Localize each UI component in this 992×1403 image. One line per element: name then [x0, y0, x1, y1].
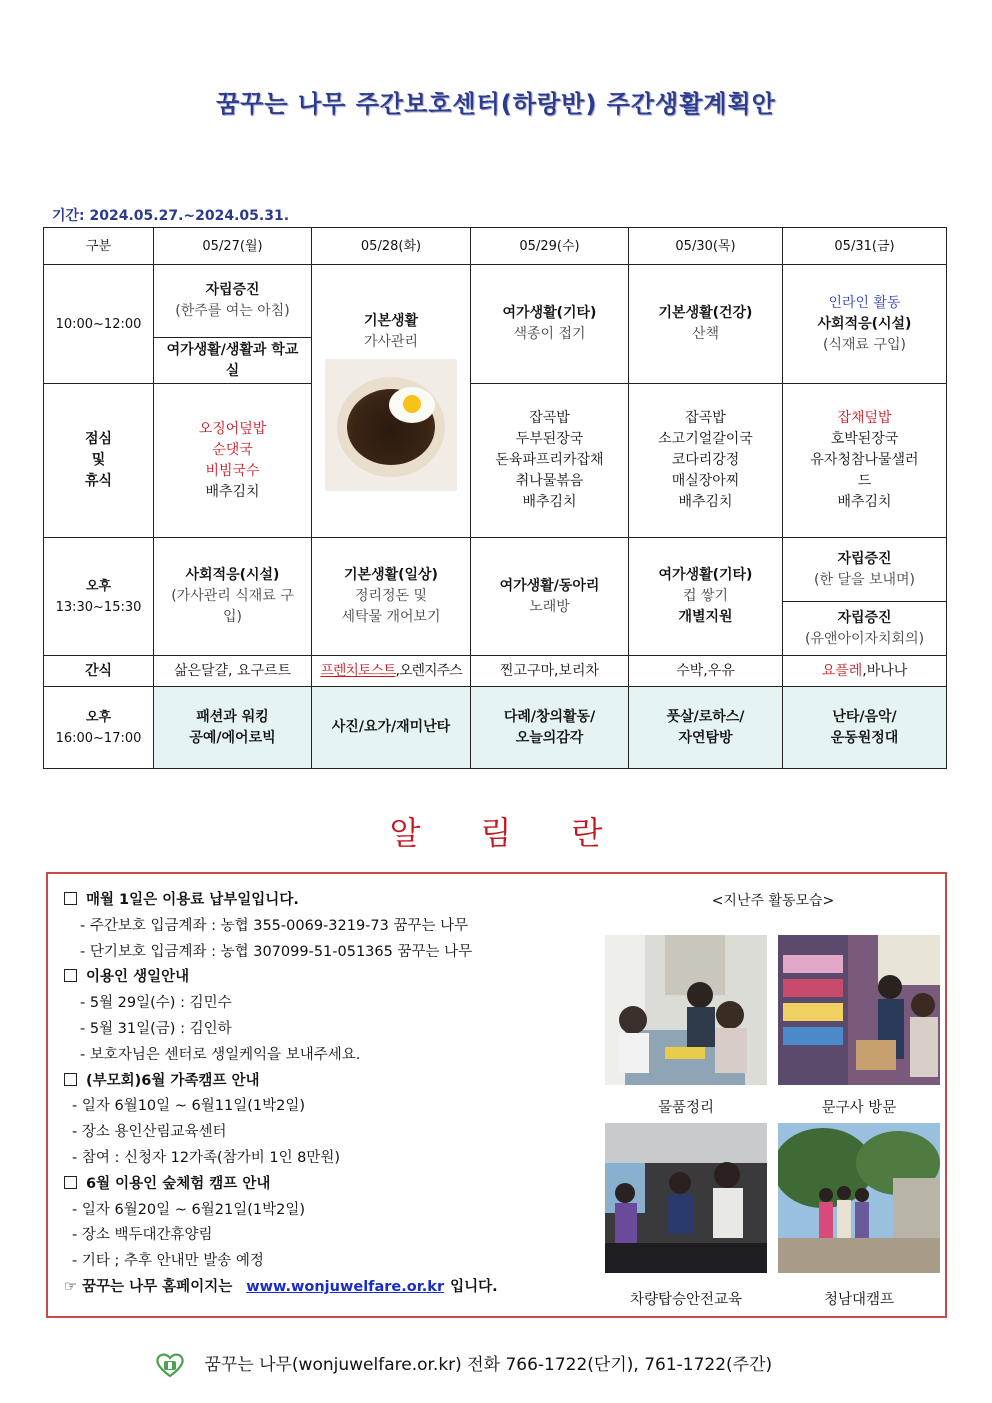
tue-afternoon-title: 기본생활(일상)	[344, 567, 438, 583]
fri-snack	[783, 656, 947, 687]
late-line: 사진/요가/재미난타	[331, 719, 451, 735]
header-mon: 05/27(월)	[154, 228, 312, 265]
checkbox-square-icon	[64, 1176, 77, 1189]
photo-vehicle-safety	[605, 1123, 767, 1273]
photo-caption: 물품정리	[657, 1100, 715, 1116]
notice-text: - 기타 ; 추후 안내만 발송 예정	[72, 1253, 264, 1270]
thu-afternoon	[629, 538, 783, 656]
late-time: 16:00~17:00	[55, 730, 142, 746]
thu-morning-title: 기본생활(건강)	[658, 305, 753, 321]
menu-item: 드	[857, 473, 872, 489]
late-line: 난타/음악/	[832, 708, 897, 725]
menu-item: 유자청참나물샐러	[810, 452, 919, 468]
notice-item	[64, 1146, 624, 1172]
menu-item: 잡채덮밥	[837, 410, 892, 426]
late-line: 다례/창의활동/	[503, 708, 596, 725]
menu-item: 두부된장국	[515, 431, 584, 447]
fri-morning	[783, 265, 947, 384]
homepage-link[interactable]: www.wonjuwelfare.or.kr	[246, 1278, 445, 1295]
tue-afternoon-desc-2: 세탁물 개어보기	[341, 609, 441, 625]
afternoon-label	[44, 538, 154, 656]
table-row-afternoon	[44, 538, 947, 602]
menu-item: 오징어덮밥	[198, 420, 267, 437]
notice-text: - 단기보호 입금계좌 : 농협 307099-51-051365 꿈꾸는 나무	[80, 943, 473, 960]
homepage-suffix: 입니다.	[450, 1278, 498, 1295]
notice-item	[64, 1120, 624, 1146]
notice-item	[64, 1017, 624, 1043]
menu-item: 잡곡밥	[529, 410, 570, 426]
homepage-line	[64, 1275, 624, 1301]
header-category: 구분	[44, 228, 154, 265]
photo-caption: 문구사 방문	[821, 1100, 897, 1116]
menu-item: 소고기얼갈이국	[658, 431, 753, 447]
thu-late	[629, 687, 783, 769]
afternoon-time: 13:30~15:30	[55, 599, 142, 615]
fri-snack-rest: ,바나나	[862, 662, 908, 679]
wed-afternoon	[471, 538, 629, 656]
notice-text: - 5월 29일(수) : 김민수	[80, 995, 232, 1012]
notice-text: 6월 이용인 숲체험 캠프 안내	[86, 1175, 271, 1192]
fri-lunch	[783, 384, 947, 538]
notice-item	[64, 991, 624, 1017]
fri-morning-online: 인라인 활동	[828, 294, 901, 311]
fri-afternoon-a-desc: (한 달을 보내며)	[814, 571, 915, 588]
notice-text: - 장소 백두대간휴양림	[72, 1227, 213, 1244]
late-label-text: 오후	[85, 709, 112, 725]
wed-morning	[471, 265, 629, 384]
menu-item: 배추김치	[522, 494, 577, 510]
menu-item: 코다리강정	[671, 452, 740, 468]
notice-item	[64, 1223, 624, 1249]
notice-text: - 일자 6월20일 ~ 6월21일(1박2일)	[72, 1201, 305, 1218]
late-line: 풋살/로하스/	[666, 708, 745, 725]
notice-text: - 장소 용인산림교육센터	[72, 1124, 227, 1141]
mon-afternoon-desc: (가사관리 식재료 구입)	[171, 588, 294, 625]
lunch-label-3: 휴식	[84, 473, 113, 489]
menu-item: 순댓국	[212, 441, 253, 458]
notice-item	[64, 1043, 624, 1069]
notice-box	[46, 872, 947, 1318]
late-line: 공예/에어로빅	[189, 729, 276, 746]
thu-afternoon-extra: 개별지원	[678, 609, 733, 625]
notice-text: - 주간보호 입금계좌 : 농협 355-0069-3219-73 꿈꾸는 나무	[80, 917, 469, 934]
mon-morning-b: 여가생활/생활과 학교실	[154, 338, 312, 384]
notice-heading	[64, 888, 624, 914]
fri-afternoon-b-title: 자립증진	[837, 609, 892, 626]
lunch-label-2: 및	[91, 452, 106, 468]
notice-heading	[64, 1069, 624, 1095]
thu-morning	[629, 265, 783, 384]
notice-item	[64, 1198, 624, 1224]
fri-afternoon-b	[783, 602, 947, 656]
thu-afternoon-title: 여가생활(기타)	[658, 567, 753, 583]
late-line: 패션과 워킹	[196, 708, 269, 725]
menu-item: 호박된장국	[830, 431, 899, 447]
fri-morning-desc: (식재료 구입)	[823, 336, 906, 353]
menu-item: 돈육파프리카잡채	[495, 452, 604, 468]
tue-snack-red: 프렌치토스트	[320, 662, 396, 679]
tue-afternoon	[312, 538, 471, 656]
notice-item	[64, 1094, 624, 1120]
fri-late	[783, 687, 947, 769]
late-line: 오늘의감각	[515, 729, 584, 746]
notice-item	[64, 940, 624, 966]
photos-caption: <지난주 활동모습>	[711, 893, 835, 909]
notice-item	[64, 914, 624, 940]
snack-label: 간식	[44, 656, 154, 687]
footer-text: 꿈꾸는 나무(wonjuwelfare.or.kr) 전화 766-1722(단기), 761-1722(주간)	[204, 1355, 773, 1375]
thu-morning-desc: 산책	[691, 326, 720, 342]
table-row-late	[44, 687, 947, 769]
thu-snack: 수박,우유	[629, 656, 783, 687]
mon-late	[154, 687, 312, 769]
late-line: 운동원정대	[830, 729, 899, 746]
header-thu: 05/30(목)	[629, 228, 783, 265]
fri-afternoon-a-title: 자립증진	[837, 550, 892, 567]
tue-late	[312, 687, 471, 769]
menu-item: 배추김치	[678, 494, 733, 510]
notice-lines	[64, 888, 624, 1301]
fri-afternoon-b-desc: (유앤아이자치회의)	[804, 630, 925, 647]
table-row-morning	[44, 265, 947, 338]
menu-item: 배추김치	[837, 494, 892, 510]
checkbox-square-icon	[64, 969, 77, 982]
wed-afternoon-desc: 노래방	[529, 598, 570, 615]
wed-late	[471, 687, 629, 769]
late-label	[44, 687, 154, 769]
mon-morning-a-title: 자립증진	[205, 282, 260, 298]
wed-morning-title: 여가생활(기타)	[502, 305, 597, 321]
menu-item: 취나물볶음	[515, 473, 584, 489]
menu-item: 잡곡밥	[685, 410, 726, 426]
weekly-schedule-table	[43, 227, 947, 769]
tue-afternoon-desc-1: 정리정돈 및	[354, 588, 428, 604]
fri-afternoon-a	[783, 538, 947, 602]
notice-text: 이용인 생일안내	[86, 969, 190, 986]
mon-afternoon	[154, 538, 312, 656]
photo-camp	[778, 1123, 940, 1273]
fri-morning-title: 사회적응(시설)	[817, 315, 912, 332]
lunch-label-1: 점심	[84, 431, 113, 447]
notice-text: (부모회)6월 가족캠프 안내	[86, 1072, 260, 1089]
photo-stationery	[778, 935, 940, 1085]
notice-text: - 일자 6월10일 ~ 6월11일(1박2일)	[72, 1098, 305, 1115]
photo-caption: 청남대캠프	[823, 1292, 895, 1308]
notice-text: - 보호자님은 센터로 생일케익을 보내주세요.	[80, 1046, 361, 1063]
mon-afternoon-title: 사회적응(시설)	[185, 567, 280, 583]
morning-time: 10:00~12:00	[44, 265, 154, 384]
notice-heading	[64, 1172, 624, 1198]
homepage-prefix: ☞ 꿈꾸는 나무 홈페이지는	[64, 1278, 233, 1295]
late-line: 자연탐방	[678, 729, 733, 746]
notice-item	[64, 1249, 624, 1275]
thu-lunch	[629, 384, 783, 538]
checkbox-square-icon	[64, 1073, 77, 1086]
tue-snack-rest: ,오렌지주스	[395, 662, 462, 679]
wed-morning-desc: 색종이 접기	[513, 326, 586, 342]
notice-title: 알림란	[389, 814, 663, 852]
footer	[155, 1350, 772, 1378]
wed-afternoon-title: 여가생활/동아리	[499, 577, 600, 594]
thu-afternoon-desc: 컵 쌓기	[682, 588, 729, 604]
mon-morning-a-desc: (한주를 여는 아침)	[175, 303, 290, 319]
wed-snack: 찐고구마,보리차	[471, 656, 629, 687]
tue-morning-lunch	[312, 265, 471, 538]
header-tue: 05/28(화)	[312, 228, 471, 265]
period-label: 기간: 2024.05.27.~2024.05.31.	[52, 208, 290, 224]
mon-morning-a	[154, 265, 312, 338]
photo-organizing	[605, 935, 767, 1085]
header-wed: 05/29(수)	[471, 228, 629, 265]
table-row-lunch	[44, 384, 947, 538]
menu-item: 비빔국수	[205, 462, 260, 479]
table-row-snack	[44, 656, 947, 687]
photo-caption: 차량탑승안전교육	[629, 1292, 743, 1308]
notice-heading	[64, 965, 624, 991]
afternoon-label-text: 오후	[85, 578, 112, 594]
tue-snack	[312, 656, 471, 687]
notice-text: 매월 1일은 이용료 납부일입니다.	[86, 892, 299, 908]
tue-morning-title: 기본생활	[363, 313, 419, 329]
header-fri: 05/31(금)	[783, 228, 947, 265]
checkbox-square-icon	[64, 892, 77, 905]
lunch-label	[44, 384, 154, 538]
notice-text: - 5월 31일(금) : 김인하	[80, 1020, 232, 1037]
mon-snack: 삶은달걀, 요구르트	[154, 656, 312, 687]
tue-morning-desc: 가사관리	[363, 334, 419, 350]
jajang-rice-image	[325, 359, 457, 491]
menu-item: 매실장아찌	[671, 473, 740, 489]
fri-snack-red: 요플레	[821, 662, 863, 679]
page-title: 꿈꾸는 나무 주간보호센터(하랑반) 주간생활계획안	[216, 90, 776, 118]
wed-lunch	[471, 384, 629, 538]
menu-item: 배추김치	[205, 483, 260, 500]
notice-text: - 참여 : 신청자 12가족(참가비 1인 8만원)	[72, 1149, 341, 1166]
mon-lunch	[154, 384, 312, 538]
heart-logo-icon	[155, 1352, 185, 1378]
table-header-row	[44, 228, 947, 265]
